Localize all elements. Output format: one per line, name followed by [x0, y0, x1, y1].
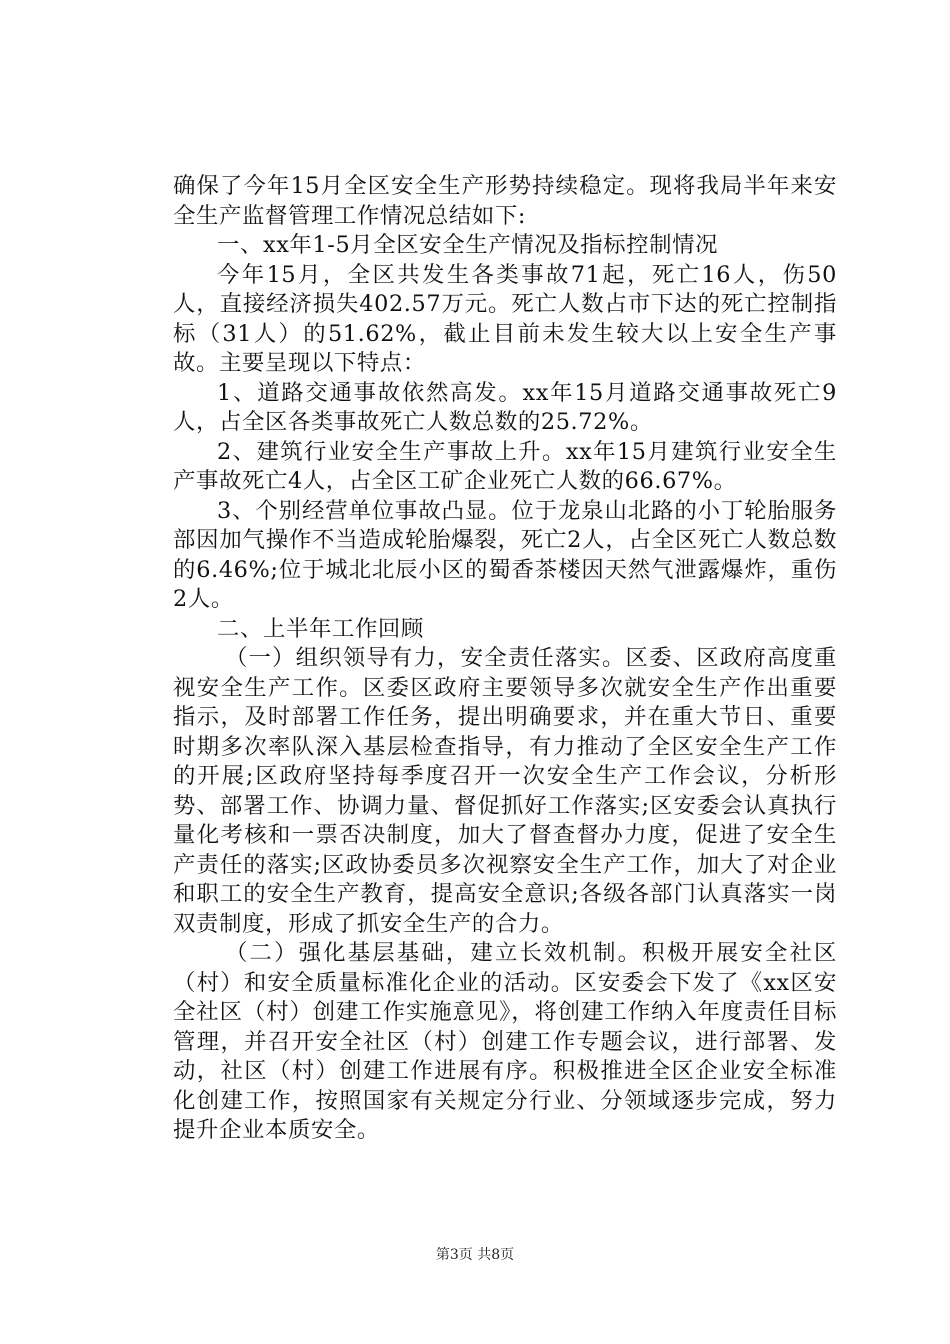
paragraph-point-1: 1、道路交通事故依然高发。xx年15月道路交通事故死亡9人，占全区各类事故死亡人数总数的25.72%。 [173, 379, 837, 435]
page-number-footer: 第3页 共8页 [435, 1247, 515, 1263]
paragraph-point-3: 3、个别经营单位事故凸显。位于龙泉山北路的小丁轮胎服务部因加气操作不当造成轮胎爆裂，死亡2人，占全区死亡人数总数的6.46%;位于城北北辰小区的蜀香茶楼因天然气泄露爆炸，重伤2人。 [173, 497, 837, 612]
heading-section-1: 一、xx年1-5月全区安全生产情况及指标控制情况 [217, 232, 719, 258]
paragraph-point-2: 2、建筑行业安全生产事故上升。xx年15月建筑行业安全生产事故死亡4人，占全区工矿企业死亡人数的66.67%。 [173, 438, 837, 494]
paragraph-overview: 今年15月，全区共发生各类事故71起，死亡16人，伤50人，直接经济损失402.57万元。死亡人数占市下达的死亡控制指标（31人）的51.62%，截止目前未发生较大以上安全生产事故。主要呈现以下特点： [173, 261, 837, 376]
paragraph-review-1: （一）组织领导有力，安全责任落实。区委、区政府高度重视安全生产工作。区委区政府主要领导多次就安全生产作出重要指示，及时部署工作任务，提出明确要求，并在重大节日、重要时期多次率队深入基层检查指导，有力推动了全区安全生产工作的开展;区政府坚持每季度召开一次安全生产工作会议，分析形势、部署工作、协调力量、督促抓好工作落实;区安委会认真执行量化考核和一票否决制度，加大了督查督办力度，促进了安全生产责任的落实;区政协委员多次视察安全生产工作，加大了对企业和职工的安全生产教育，提高安全意识;各级各部门认真落实一岗双责制度，形成了抓安全生产的合力。 [173, 645, 837, 937]
paragraph-review-2: （二）强化基层基础，建立长效机制。积极开展安全社区（村）和安全质量标准化企业的活动。区安委会下发了《xx区安全社区（村）创建工作实施意见》，将创建工作纳入年度责任目标管理，并召开安全社区（村）创建工作专题会议，进行部署、发动，社区（村）创建工作进展有序。积极推进全区企业安全标准化创建工作，按照国家有关规定分行业、分领域逐步完成，努力提升企业本质安全。 [173, 940, 837, 1143]
paragraph-intro: 确保了今年15月全区安全生产形势持续稳定。现将我局半年来安全生产监督管理工作情况总结如下: [173, 173, 837, 229]
heading-section-2: 二、上半年工作回顾 [217, 615, 424, 642]
document-body [173, 172, 837, 1146]
